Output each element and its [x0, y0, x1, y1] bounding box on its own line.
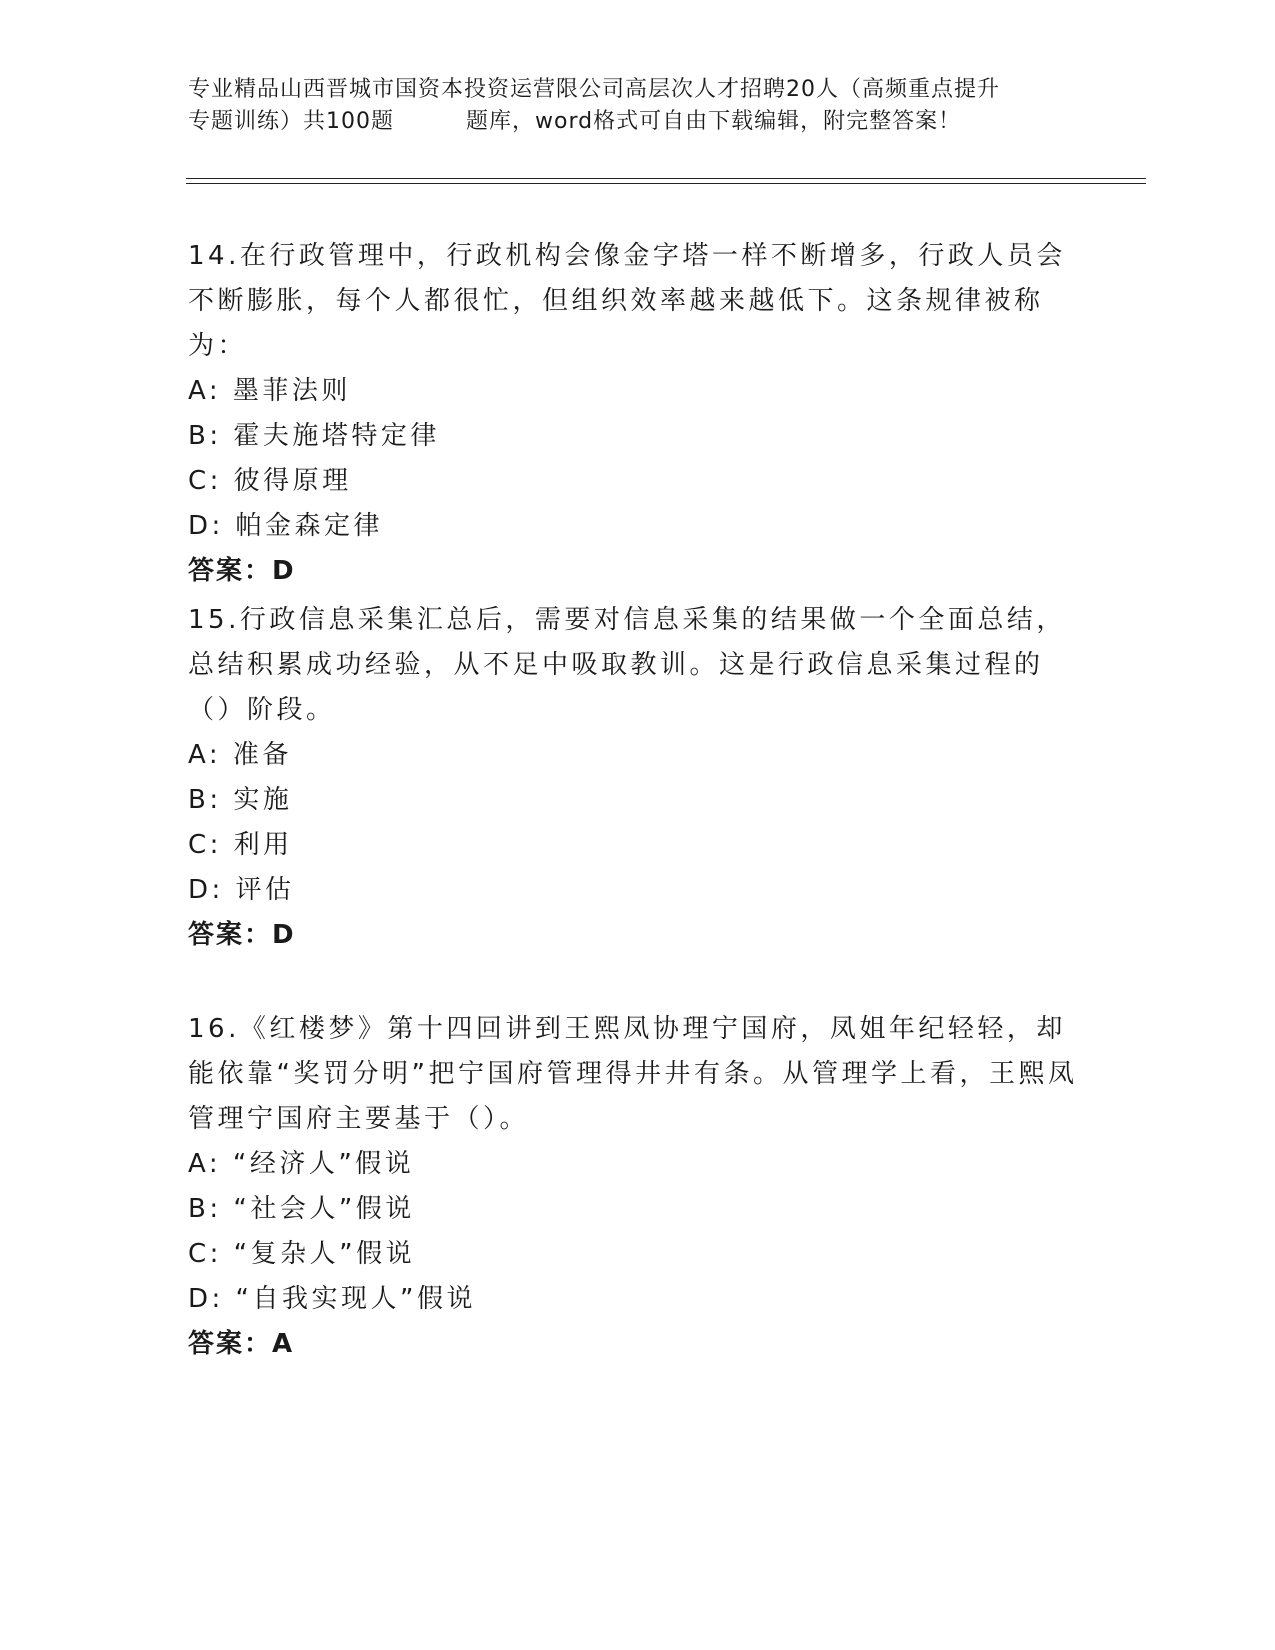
- option-a: A: 墨菲法则: [188, 376, 351, 406]
- option-c: C: 彼得原理: [188, 466, 352, 496]
- option-d: D: 评估: [188, 875, 295, 905]
- answer: 答案：D: [188, 556, 296, 586]
- header-divider-bottom: [186, 183, 1146, 184]
- header-divider-top: [186, 178, 1146, 179]
- option-a: A: 准备: [188, 740, 292, 770]
- header-line-1: 专业精品山西晋城市国资本投资运营限公司高层次人才招聘20人（高频重点提升: [188, 77, 1000, 102]
- answer: 答案：D: [188, 920, 296, 950]
- answer: 答案：A: [188, 1329, 295, 1359]
- option-d: D: “自我实现人”假说: [188, 1284, 476, 1314]
- header-line-2-part-2: 题库，word格式可自由下载编辑，附完整答案！: [466, 109, 962, 134]
- question-15: [188, 598, 1088, 958]
- option-b: B: 实施: [188, 785, 293, 815]
- header-line-2: [188, 106, 1088, 138]
- option-c: C: 利用: [188, 830, 293, 860]
- page-header: [188, 74, 1088, 138]
- question-stem: 16.《红楼梦》第十四回讲到王熙凤协理宁国府，凤姐年纪轻轻，却能依靠“奖罚分明”把宁国府管理得井井有条。从管理学上看，王熙凤管理宁国府主要基于（）。: [188, 1014, 1078, 1134]
- option-b: B: 霍夫施塔特定律: [188, 421, 440, 451]
- option-c: C: “复杂人”假说: [188, 1239, 416, 1269]
- question-14: [188, 234, 1088, 594]
- option-a: A: “经济人”假说: [188, 1149, 415, 1179]
- option-b: B: “社会人”假说: [188, 1194, 415, 1224]
- header-line-2-part-1: 专题训练）共100题: [188, 109, 394, 134]
- question-stem: 14.在行政管理中，行政机构会像金字塔一样不断增多，行政人员会不断膨胀，每个人都很忙，但组织效率越来越低下。这条规律被称为：: [188, 241, 1066, 361]
- question-stem: 15.行政信息采集汇总后，需要对信息采集的结果做一个全面总结，总结积累成功经验，从不足中吸取教训。这是行政信息采集过程的（）阶段。: [188, 605, 1066, 725]
- question-16: [188, 1007, 1088, 1367]
- option-d: D: 帕金森定律: [188, 511, 384, 541]
